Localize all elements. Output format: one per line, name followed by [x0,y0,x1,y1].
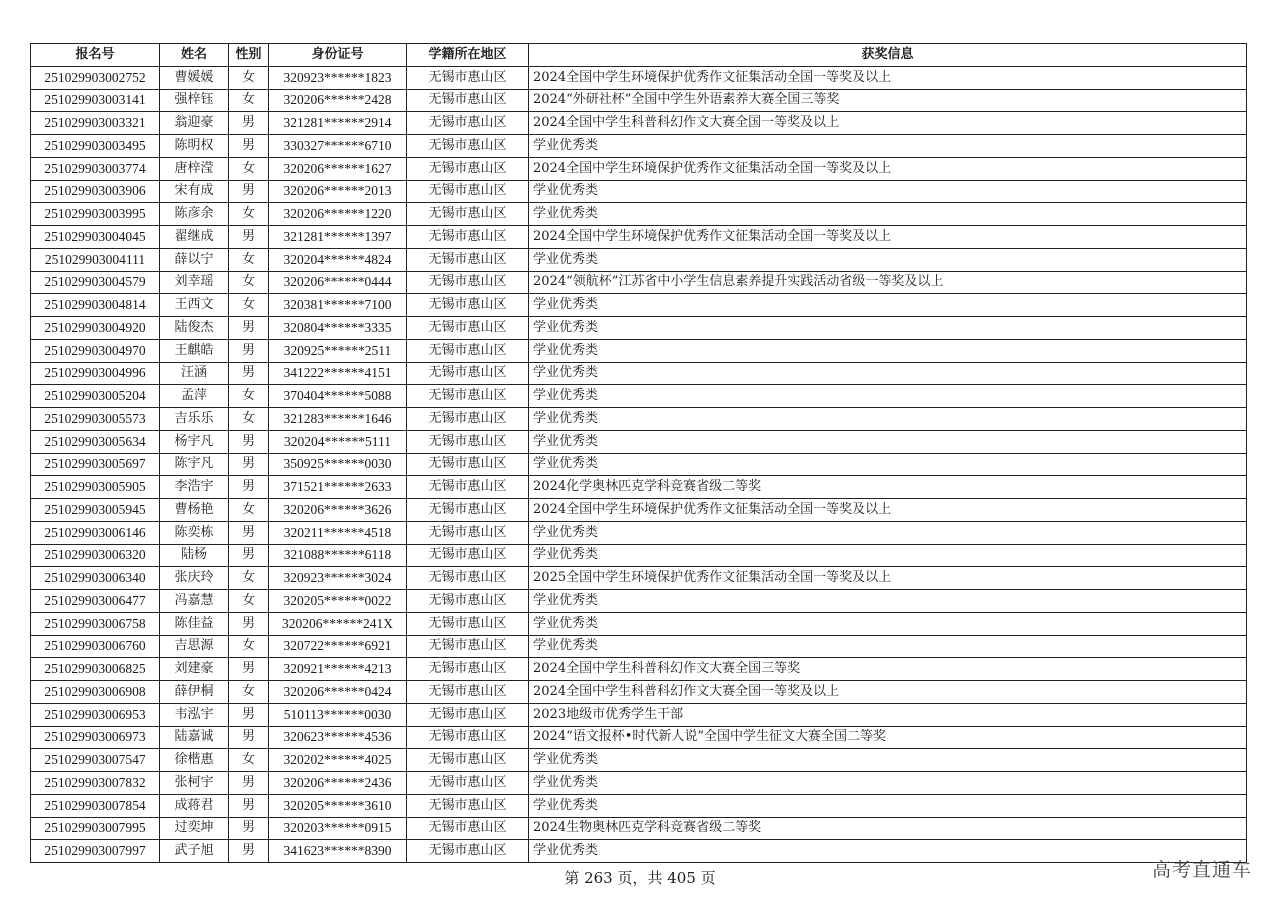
cell-gender: 女 [229,408,269,431]
table-row [31,294,1247,317]
header-registration-number: 报名号 [31,44,160,67]
table-row [31,157,1247,180]
cell-id-number: 320623******4536 [269,726,407,749]
cell-id-number: 350925******0030 [269,453,407,476]
cell-award-info: 2024生物奥林匹克学科竞赛省级二等奖 [529,817,1247,840]
cell-award-info: 学业优秀类 [529,794,1247,817]
cell-award-info: 2024全国中学生科普科幻作文大赛全国三等奖 [529,658,1247,681]
cell-gender: 男 [229,772,269,795]
cell-award-info: 学业优秀类 [529,408,1247,431]
cell-id-number: 320206******1627 [269,157,407,180]
cell-registration-number: 251029903004111 [31,248,160,271]
cell-gender: 男 [229,453,269,476]
cell-name: 吉思源 [160,635,229,658]
cell-gender: 男 [229,726,269,749]
cell-award-info: 学业优秀类 [529,180,1247,203]
cell-gender: 女 [229,157,269,180]
cell-name: 张庆玲 [160,567,229,590]
cell-gender: 女 [229,681,269,704]
table-row [31,271,1247,294]
cell-id-number: 370404******5088 [269,385,407,408]
cell-gender: 男 [229,362,269,385]
cell-enrollment-region: 无锡市惠山区 [407,339,529,362]
cell-name: 陈彦余 [160,203,229,226]
cell-enrollment-region: 无锡市惠山区 [407,248,529,271]
cell-name: 李浩宇 [160,476,229,499]
cell-award-info: 学业优秀类 [529,635,1247,658]
cell-name: 宋有成 [160,180,229,203]
cell-registration-number: 251029903006973 [31,726,160,749]
table-row [31,794,1247,817]
cell-award-info: 学业优秀类 [529,453,1247,476]
cell-name: 薛以宁 [160,248,229,271]
cell-enrollment-region: 无锡市惠山区 [407,317,529,340]
cell-name: 曹杨艳 [160,499,229,522]
table-row [31,703,1247,726]
cell-registration-number: 251029903006146 [31,521,160,544]
cell-name: 王西文 [160,294,229,317]
cell-gender: 女 [229,203,269,226]
cell-name: 陈奕栋 [160,521,229,544]
table-row [31,362,1247,385]
cell-id-number: 320205******3610 [269,794,407,817]
cell-award-info: 学业优秀类 [529,385,1247,408]
cell-gender: 女 [229,590,269,613]
cell-registration-number: 251029903006320 [31,544,160,567]
cell-name: 孟萍 [160,385,229,408]
cell-registration-number: 251029903006758 [31,612,160,635]
cell-id-number: 320921******4213 [269,658,407,681]
cell-enrollment-region: 无锡市惠山区 [407,89,529,112]
cell-enrollment-region: 无锡市惠山区 [407,658,529,681]
cell-enrollment-region: 无锡市惠山区 [407,408,529,431]
table-row [31,385,1247,408]
cell-registration-number: 251029903005697 [31,453,160,476]
cell-name: 武子旭 [160,840,229,863]
cell-award-info: 学业优秀类 [529,203,1247,226]
table-row [31,66,1247,89]
table-row [31,89,1247,112]
cell-gender: 男 [229,180,269,203]
cell-registration-number: 251029903002752 [31,66,160,89]
cell-registration-number: 251029903005204 [31,385,160,408]
table-row [31,612,1247,635]
cell-name: 徐楷惠 [160,749,229,772]
cell-name: 韦泓宇 [160,703,229,726]
cell-gender: 女 [229,271,269,294]
cell-id-number: 320206******2013 [269,180,407,203]
table-row [31,499,1247,522]
cell-name: 陈佳益 [160,612,229,635]
cell-award-info: 2024全国中学生环境保护优秀作文征集活动全国一等奖及以上 [529,157,1247,180]
cell-award-info: 学业优秀类 [529,590,1247,613]
cell-enrollment-region: 无锡市惠山区 [407,612,529,635]
cell-enrollment-region: 无锡市惠山区 [407,840,529,863]
cell-name: 陈宇凡 [160,453,229,476]
table-row [31,567,1247,590]
cell-name: 唐梓滢 [160,157,229,180]
cell-id-number: 371521******2633 [269,476,407,499]
cell-registration-number: 251029903006760 [31,635,160,658]
table-row [31,817,1247,840]
cell-id-number: 320206******2436 [269,772,407,795]
cell-id-number: 321281******1397 [269,226,407,249]
cell-gender: 男 [229,476,269,499]
cell-award-info: 2024“外研社杯”全国中学生外语素养大赛全国三等奖 [529,89,1247,112]
cell-name: 薛伊桐 [160,681,229,704]
cell-award-info: 学业优秀类 [529,749,1247,772]
cell-gender: 男 [229,339,269,362]
table-row [31,248,1247,271]
cell-id-number: 320211******4518 [269,521,407,544]
cell-enrollment-region: 无锡市惠山区 [407,703,529,726]
cell-enrollment-region: 无锡市惠山区 [407,180,529,203]
cell-id-number: 320923******1823 [269,66,407,89]
cell-award-info: 学业优秀类 [529,612,1247,635]
cell-name: 强梓钰 [160,89,229,112]
cell-id-number: 320381******7100 [269,294,407,317]
cell-enrollment-region: 无锡市惠山区 [407,726,529,749]
cell-id-number: 320206******3626 [269,499,407,522]
cell-registration-number: 251029903005905 [31,476,160,499]
cell-enrollment-region: 无锡市惠山区 [407,135,529,158]
cell-enrollment-region: 无锡市惠山区 [407,817,529,840]
cell-gender: 女 [229,749,269,772]
cell-gender: 女 [229,66,269,89]
cell-award-info: 2024全国中学生科普科幻作文大赛全国一等奖及以上 [529,681,1247,704]
cell-enrollment-region: 无锡市惠山区 [407,453,529,476]
cell-name: 刘幸瑶 [160,271,229,294]
cell-gender: 男 [229,817,269,840]
cell-enrollment-region: 无锡市惠山区 [407,385,529,408]
header-id-number: 身份证号 [269,44,407,67]
cell-enrollment-region: 无锡市惠山区 [407,499,529,522]
cell-enrollment-region: 无锡市惠山区 [407,590,529,613]
cell-enrollment-region: 无锡市惠山区 [407,362,529,385]
cell-award-info: 2024化学奥林匹克学科竞赛省级二等奖 [529,476,1247,499]
cell-gender: 男 [229,794,269,817]
cell-registration-number: 251029903003995 [31,203,160,226]
cell-enrollment-region: 无锡市惠山区 [407,66,529,89]
cell-gender: 女 [229,89,269,112]
table-row [31,339,1247,362]
cell-registration-number: 251029903007854 [31,794,160,817]
table-row [31,226,1247,249]
table-row [31,749,1247,772]
roster-sheet [30,43,1246,863]
cell-registration-number: 251029903004970 [31,339,160,362]
cell-id-number: 320203******0915 [269,817,407,840]
cell-award-info: 学业优秀类 [529,135,1247,158]
table-row [31,772,1247,795]
cell-registration-number: 251029903004996 [31,362,160,385]
cell-award-info: 学业优秀类 [529,544,1247,567]
cell-gender: 女 [229,385,269,408]
cell-gender: 男 [229,135,269,158]
cell-enrollment-region: 无锡市惠山区 [407,476,529,499]
cell-award-info: 学业优秀类 [529,521,1247,544]
cell-gender: 女 [229,294,269,317]
cell-award-info: 学业优秀类 [529,339,1247,362]
cell-name: 王麒皓 [160,339,229,362]
cell-registration-number: 251029903003495 [31,135,160,158]
table-row [31,430,1247,453]
cell-registration-number: 251029903003906 [31,180,160,203]
cell-gender: 女 [229,248,269,271]
cell-gender: 男 [229,226,269,249]
cell-award-info: 2024全国中学生环境保护优秀作文征集活动全国一等奖及以上 [529,226,1247,249]
header-gender: 性别 [229,44,269,67]
cell-name: 成蒋君 [160,794,229,817]
page-footer: 第 263 页，共 405 页 [564,869,716,887]
cell-registration-number: 251029903006908 [31,681,160,704]
cell-award-info: 学业优秀类 [529,840,1247,863]
cell-registration-number: 251029903007547 [31,749,160,772]
header-award-info: 获奖信息 [529,44,1247,67]
cell-enrollment-region: 无锡市惠山区 [407,794,529,817]
table-row [31,453,1247,476]
cell-id-number: 321088******6118 [269,544,407,567]
cell-registration-number: 251029903006477 [31,590,160,613]
cell-enrollment-region: 无锡市惠山区 [407,544,529,567]
table-row [31,408,1247,431]
cell-id-number: 320204******5111 [269,430,407,453]
cell-award-info: 学业优秀类 [529,317,1247,340]
cell-registration-number: 251029903004920 [31,317,160,340]
cell-name: 杨宇凡 [160,430,229,453]
cell-gender: 男 [229,840,269,863]
table-row [31,658,1247,681]
cell-registration-number: 251029903006953 [31,703,160,726]
table-row [31,476,1247,499]
table-row [31,180,1247,203]
cell-gender: 男 [229,658,269,681]
table-row [31,726,1247,749]
cell-id-number: 320206******2428 [269,89,407,112]
cell-award-info: 学业优秀类 [529,430,1247,453]
cell-gender: 男 [229,112,269,135]
cell-registration-number: 251029903003141 [31,89,160,112]
cell-id-number: 320923******3024 [269,567,407,590]
table-header-row [31,44,1247,67]
cell-id-number: 321283******1646 [269,408,407,431]
cell-award-info: 学业优秀类 [529,294,1247,317]
cell-award-info: 2024“领航杯”江苏省中小学生信息素养提升实践活动省级一等奖及以上 [529,271,1247,294]
cell-id-number: 320925******2511 [269,339,407,362]
cell-name: 陆杨 [160,544,229,567]
cell-enrollment-region: 无锡市惠山区 [407,294,529,317]
cell-id-number: 330327******6710 [269,135,407,158]
cell-award-info: 2024全国中学生科普科幻作文大赛全国一等奖及以上 [529,112,1247,135]
cell-registration-number: 251029903004814 [31,294,160,317]
cell-id-number: 510113******0030 [269,703,407,726]
cell-name: 陆俊杰 [160,317,229,340]
cell-enrollment-region: 无锡市惠山区 [407,749,529,772]
cell-award-info: 2024“语文报杯•时代新人说”全国中学生征文大赛全国二等奖 [529,726,1247,749]
cell-registration-number: 251029903005945 [31,499,160,522]
cell-name: 汪涵 [160,362,229,385]
cell-id-number: 320205******0022 [269,590,407,613]
table-row [31,135,1247,158]
cell-gender: 男 [229,521,269,544]
cell-id-number: 321281******2914 [269,112,407,135]
cell-registration-number: 251029903003774 [31,157,160,180]
cell-name: 吉乐乐 [160,408,229,431]
cell-registration-number: 251029903007997 [31,840,160,863]
cell-id-number: 320202******4025 [269,749,407,772]
cell-id-number: 320804******3335 [269,317,407,340]
cell-id-number: 320204******4824 [269,248,407,271]
table-row [31,635,1247,658]
cell-enrollment-region: 无锡市惠山区 [407,772,529,795]
cell-gender: 男 [229,544,269,567]
cell-gender: 男 [229,430,269,453]
cell-registration-number: 251029903007832 [31,772,160,795]
cell-enrollment-region: 无锡市惠山区 [407,567,529,590]
cell-name: 冯嘉慧 [160,590,229,613]
cell-enrollment-region: 无锡市惠山区 [407,271,529,294]
cell-registration-number: 251029903005634 [31,430,160,453]
cell-enrollment-region: 无锡市惠山区 [407,203,529,226]
cell-id-number: 320206******1220 [269,203,407,226]
cell-registration-number: 251029903003321 [31,112,160,135]
award-roster-table [30,43,1247,863]
cell-name: 翟继成 [160,226,229,249]
table-row [31,203,1247,226]
cell-award-info: 2024全国中学生环境保护优秀作文征集活动全国一等奖及以上 [529,66,1247,89]
table-row [31,544,1247,567]
cell-id-number: 341623******8390 [269,840,407,863]
cell-enrollment-region: 无锡市惠山区 [407,430,529,453]
table-row [31,681,1247,704]
cell-gender: 女 [229,499,269,522]
cell-name: 曹媛媛 [160,66,229,89]
cell-gender: 男 [229,703,269,726]
cell-award-info: 2023地级市优秀学生干部 [529,703,1247,726]
watermark-text: 高考直通车 [1151,859,1252,881]
cell-award-info: 学业优秀类 [529,248,1247,271]
cell-award-info: 学业优秀类 [529,772,1247,795]
cell-registration-number: 251029903007995 [31,817,160,840]
table-row [31,840,1247,863]
cell-enrollment-region: 无锡市惠山区 [407,635,529,658]
cell-award-info: 2024全国中学生环境保护优秀作文征集活动全国一等奖及以上 [529,499,1247,522]
header-enrollment-region: 学籍所在地区 [407,44,529,67]
cell-registration-number: 251029903006825 [31,658,160,681]
cell-name: 翁迎豪 [160,112,229,135]
cell-enrollment-region: 无锡市惠山区 [407,157,529,180]
cell-id-number: 320206******0424 [269,681,407,704]
cell-registration-number: 251029903006340 [31,567,160,590]
header-name: 姓名 [160,44,229,67]
cell-name: 陈明权 [160,135,229,158]
cell-id-number: 341222******4151 [269,362,407,385]
cell-name: 张柯宇 [160,772,229,795]
cell-name: 陆嘉诚 [160,726,229,749]
cell-enrollment-region: 无锡市惠山区 [407,521,529,544]
table-row [31,317,1247,340]
cell-gender: 女 [229,567,269,590]
cell-registration-number: 251029903004045 [31,226,160,249]
cell-name: 过奕坤 [160,817,229,840]
table-row [31,112,1247,135]
cell-gender: 男 [229,317,269,340]
cell-name: 刘建豪 [160,658,229,681]
cell-award-info: 2025全国中学生环境保护优秀作文征集活动全国一等奖及以上 [529,567,1247,590]
table-row [31,521,1247,544]
cell-id-number: 320206******0444 [269,271,407,294]
cell-award-info: 学业优秀类 [529,362,1247,385]
cell-registration-number: 251029903005573 [31,408,160,431]
cell-registration-number: 251029903004579 [31,271,160,294]
table-row [31,590,1247,613]
cell-gender: 女 [229,635,269,658]
cell-id-number: 320722******6921 [269,635,407,658]
cell-id-number: 320206******241X [269,612,407,635]
cell-gender: 男 [229,612,269,635]
cell-enrollment-region: 无锡市惠山区 [407,226,529,249]
cell-enrollment-region: 无锡市惠山区 [407,681,529,704]
table-body [31,66,1247,862]
cell-enrollment-region: 无锡市惠山区 [407,112,529,135]
